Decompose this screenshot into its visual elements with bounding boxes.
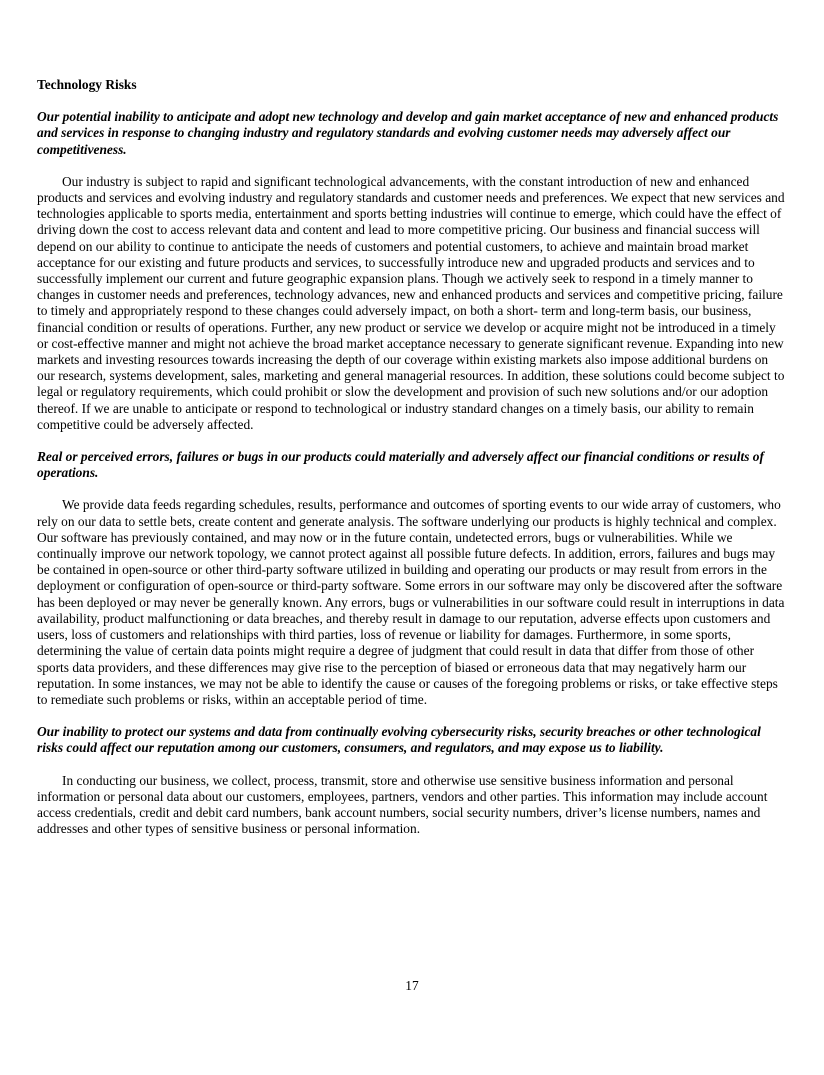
body-paragraph-technology-adoption: Our industry is subject to rapid and significant technological advancements, with the constant introduction of new and enhanced products and services and evolving industry and regulatory standards and customer needs and preferences. We expect that new services and technologies applicable to sports media, entertainment and sports betting industries will continue to emerge, which could have the effect of driving down the cost to access relevant data and content and lead to more competitive pricing. Our business and financial success will depend on our ability to continue to anticipate the needs of customers and potential customers, to achieve and maintain broad market acceptance for our existing and future products and services, to successfully introduce new and upgraded products and services and to successfully implement our current and future geographic expansion plans. Though we actively seek to respond in a timely manner to changes in customer needs and preferences, technology advances, new and enhanced products and services and competitive pricing, failure to timely and appropriately respond to these changes could adversely impact, on both a short- term and long-term basis, our business, financial condition or results of operations. Further, any new product or service we develop or acquire might not be introduced in a timely or cost-effective manner and might not achieve the broad market acceptance necessary to generate significant revenue. Expanding into new markets and investing resources towards increasing the depth of our coverage within existing markets also impose additional burdens on our research, systems development, sales, marketing and general managerial resources. In addition, these solutions could become subject to legal or regulatory requirements, which could prohibit or slow the development and provision of such new solutions and/or our adoption thereof. If we are unable to anticipate or respond to technological or industry standard changes on a timely basis, our ability to remain competitive could be adversely affected. xyxy=(37,173,785,432)
page-number: 17 xyxy=(405,978,419,993)
document-content xyxy=(37,77,787,853)
body-paragraph-cybersecurity: In conducting our business, we collect, process, transmit, store and otherwise use sensitive business information and personal information or personal data about our customers, employees, partners, vendors and other parties. This information may include account access credentials, credit and debit card numbers, bank account numbers, social security numbers, driver’s license numbers, names and addresses and other types of sensitive business or personal information. xyxy=(37,772,768,837)
risk-subheading-cybersecurity: Our inability to protect our systems and data from continually evolving cybersecurity risks, security breaches or other technological risks could affect our reputation among our customers, consumers, and regulators, and may expose us to liability. xyxy=(37,724,761,756)
section-title: Technology Risks xyxy=(37,77,137,92)
risk-subheading-errors-bugs: Real or perceived errors, failures or bugs in our products could materially and adversely affect our financial conditions or results of operations. xyxy=(37,449,764,481)
body-paragraph-errors-bugs: We provide data feeds regarding schedules, results, performance and outcomes of sporting events to our wide array of customers, who rely on our data to settle bets, create content and generate analysis. The software underlying our products is highly technical and complex. Our software has previously contained, and may now or in the future contain, undetected errors, bugs or vulnerabilities. While we continually improve our network topology, we cannot protect against all possible future defects. In addition, errors, failures and bugs may be contained in open-source or other third-party software utilized in building and operating our products or may result from errors in the deployment or configuration of open-source or third-party software. Some errors in our software may only be discovered after the software has been deployed or may never be generally known. Any errors, bugs or vulnerabilities in our software could result in interruptions in data availability, product malfunctioning or data breaches, and thereby result in damage to our reputation, adverse effects upon customers and users, loss of customers and relationships with third parties, loss of revenue or liability for damages. Furthermore, in some sports, determining the value of certain data points might require a degree of judgment that could result in data that differ from those of other sports data providers, and these differences may give rise to the perception of biased or erroneous data that may negatively harm our reputation. In some instances, we may not be able to identify the cause or causes of the foregoing problems or risks, or take effective steps to remediate such problems or risks, within an acceptable period of time. xyxy=(37,497,785,707)
risk-subheading-technology-adoption: Our potential inability to anticipate and adopt new technology and develop and gain market acceptance of new and enhanced products and services in response to changing industry and regulatory standards and evolving customer needs may adversely affect our competitiveness. xyxy=(37,109,779,157)
